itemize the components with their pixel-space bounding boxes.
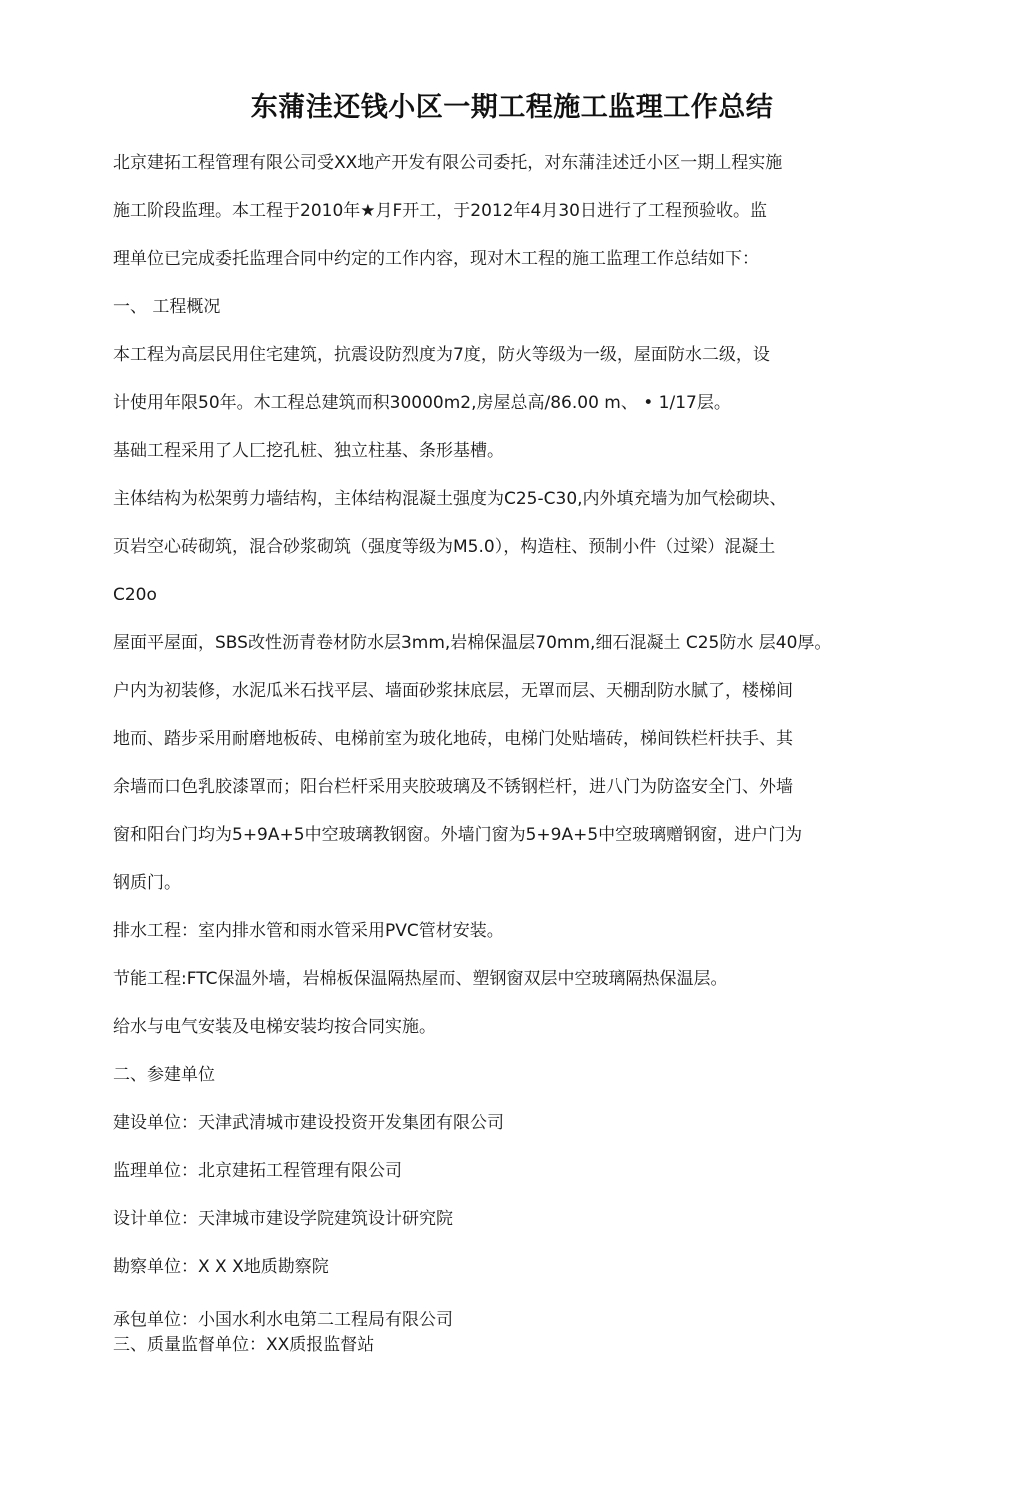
participant-line-survey: 勘察单位：X X X地质勘察院 [113, 1257, 329, 1277]
paragraph-line-15: 窗和阳台门均为5+9A+5中空玻璃教钢窗。外墙门窗为5+9A+5中空玻璃赠钢窗，进户门为 [113, 825, 803, 845]
section-heading-overview: 一、 工程概况 [113, 297, 221, 317]
paragraph-line-3: 理单位已完成委托监理合同中约定的工作内容，现对木工程的施工监理工作总结如下： [113, 249, 759, 269]
paragraph-line-6: 计使用年限50年。木工程总建筑而积30000m2,房屋总高/86.00 m、 • 1/17层。 [113, 393, 731, 413]
section-heading-quality: 三、质量监督单位：XX质报监督站 [113, 1335, 375, 1355]
paragraph-line-13: 地而、踏步采用耐磨地板砖、电梯前室为玻化地砖，电梯门处贴墙砖，梯间铁栏杆扶手、其 [113, 729, 793, 749]
paragraph-line-2: 施工阶段监理。本工程于2010年★月F开工，于2012年4月30日进行了工程预验收。监 [113, 201, 767, 221]
paragraph-line-9: 页岩空心砖砌筑，混合砂浆砌筑（强度等级为M5.0），构造柱、预制小件（过梁）混凝土 [113, 537, 776, 557]
paragraph-line-7: 基础工程采用了人匚挖孔桩、独立柱基、条形基槽。 [113, 441, 504, 461]
paragraph-line-1: 北京建拓工程管理有限公司受XX地产开发有限公司委托，对东蒲洼述迁小区一期丄程实施 [113, 153, 783, 173]
paragraph-line-17: 排水工程：室内排水管和雨水管采用PVC管材安装。 [113, 921, 504, 941]
paragraph-line-18: 节能工程:FTC保温外墙，岩棉板保温隔热屋而、塑钢窗双层中空玻璃隔热保温层。 [113, 969, 728, 989]
participant-line-construction: 建设单位：天津武清城市建设投资开发集团有限公司 [113, 1113, 504, 1133]
participant-line-design: 设计单位：天津城市建设学院建筑设计研究院 [113, 1209, 453, 1229]
paragraph-line-16: 钢质门。 [113, 873, 181, 893]
paragraph-line-8: 主体结构为松架剪力墙结构，主体结构混凝土强度为C25-C30,内外填充墙为加气桧砌块、 [113, 489, 787, 509]
document-title: 东蒲洼还钱小区一期工程施工监理工作总结 [250, 92, 774, 123]
paragraph-line-19: 给水与电气安装及电梯安装均按合同实施。 [113, 1017, 436, 1037]
paragraph-line-12: 户内为初装修，水泥瓜米石找平层、墙面砂浆抹底层，无罩而层、天棚刮防水腻了，楼梯间 [113, 681, 793, 701]
paragraph-line-5: 本工程为高层民用住宅建筑，抗震设防烈度为7度，防火等级为一级，屋面防水二级，设 [113, 345, 770, 365]
participant-line-contractor: 承包单位：小国水利水电第二工程局有限公司 [113, 1310, 453, 1330]
participant-line-supervision: 监理单位：北京建拓工程管理有限公司 [113, 1161, 402, 1181]
section-heading-participants: 二、参建单位 [113, 1065, 215, 1085]
paragraph-line-14: 余墙而口色乳胶漆罩而；阳台栏杆采用夹胶玻璃及不锈钢栏杆，进八门为防盗安全门、外墙 [113, 777, 793, 797]
paragraph-line-11: 屋面平屋面，SBS改性沥青卷材防水层3mm,岩棉保温层70mm,细石混凝土 C25防水 层40厚。 [113, 633, 832, 653]
paragraph-line-10: C20o [113, 585, 157, 605]
